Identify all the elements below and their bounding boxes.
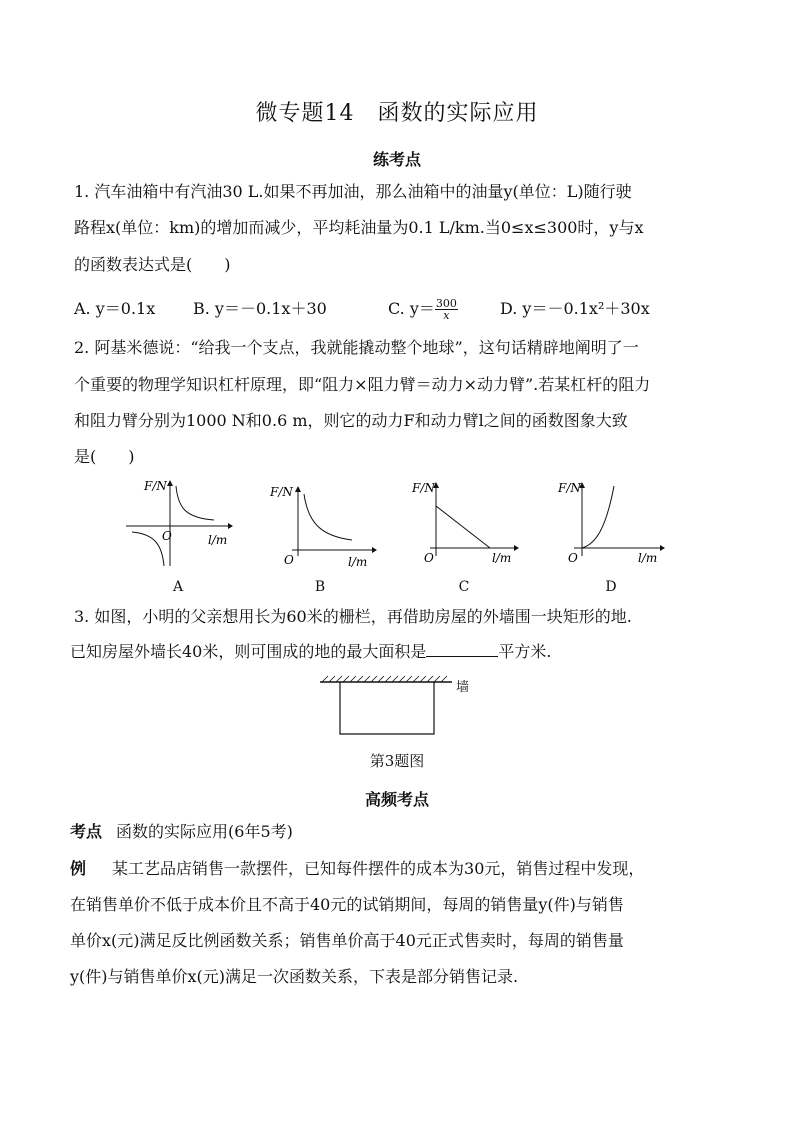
q2-line-1: 2. 阿基米德说：“给我一个支点，我就能撬动整个地球”，这句话精辟地阐明了一 (74, 338, 639, 357)
q1-line-3: 的函数表达式是( ) (74, 255, 231, 274)
q1-option-b: B. y＝－0.1x＋30 (193, 299, 327, 318)
graph-a-x-label: l/m (208, 533, 228, 547)
topic-text: 函数的实际应用(6年5考) (116, 822, 293, 841)
q1-option-d: D. y＝－0.1x²＋30x (500, 299, 650, 318)
graph-d-y-label: F/N (558, 481, 581, 495)
q1-option-c-fraction (435, 298, 458, 321)
q3-line-1: 3. 如图，小明的父亲想用长为60米的栅栏，再借助房屋的外墙围一块矩形的地. (74, 607, 632, 626)
example-line-4: y(件)与销售单价x(元)满足一次函数关系，下表是部分销售记录. (70, 967, 519, 986)
example-line-1 (70, 859, 720, 879)
graph-a-origin: O (162, 529, 172, 543)
graph-a (124, 478, 234, 568)
fraction-numerator: 300 (435, 297, 457, 310)
graph-c-y-label: F/N (412, 481, 435, 495)
topic-line (70, 822, 720, 842)
q2-line-3: 和阻力臂分别为1000 N和0.6 m，则它的动力F和动力臂l之间的函数图象大致 (74, 411, 628, 430)
graph-b-label: B (314, 579, 326, 595)
q1-line-1: 1. 汽车油箱中有汽油30 L.如果不再加油，那么油箱中的油量y(单位：L)随行驶 (74, 182, 632, 201)
q1-option-c (388, 296, 458, 321)
section-heading-frequent: 高频考点 (364, 790, 429, 809)
section-heading-practice: 练考点 (372, 150, 421, 169)
graph-d-label: D (605, 579, 617, 595)
graph-c-x-label: l/m (492, 551, 512, 565)
answer-blank (426, 642, 498, 657)
q3-line-2-prefix: 已知房屋外墙长40米，则可围成的地的最大面积是 (70, 642, 427, 661)
graph-a-label: A (172, 579, 184, 595)
graph-d (556, 478, 666, 568)
q2-line-4: 是( ) (74, 447, 135, 466)
q1-option-c-prefix: C. y＝ (388, 299, 435, 318)
fraction-denominator: x (443, 309, 450, 322)
example-line-1-text: 某工艺品店销售一款摆件，已知每件摆件的成本为30元，销售过程中发现， (112, 859, 645, 878)
graph-d-origin: O (568, 551, 578, 565)
example-label: 例 (70, 859, 87, 878)
q3-line-2-suffix: 平方米. (498, 642, 552, 661)
graph-b-origin: O (284, 553, 294, 567)
q1-option-a: A. y＝0.1x (74, 299, 156, 318)
graph-c-origin: O (424, 551, 434, 565)
topic-label: 考点 (70, 822, 103, 841)
figure-caption: 第3题图 (369, 752, 425, 770)
q1-line-2: 路程x(单位：km)的增加而减少，平均耗油量为0.1 L/km.当0≤x≤300时，y与x (74, 218, 644, 237)
q2-line-2: 个重要的物理学知识杠杆原理，即“阻力×阻力臂＝动力×动力臂”.若某杠杆的阻力 (74, 375, 651, 394)
wall-label: 墙 (456, 680, 470, 695)
graph-b-x-label: l/m (348, 555, 368, 569)
page-title: 微专题14 函数的实际应用 (255, 101, 539, 126)
graph-b (268, 482, 378, 572)
graph-d-x-label: l/m (638, 551, 658, 565)
graph-b-y-label: F/N (270, 485, 293, 499)
graph-c-label: C (458, 579, 470, 595)
example-line-2: 在销售单价不低于成本价且不高于40元的试销期间，每周的销售量y(件)与销售 (70, 895, 624, 914)
fence-figure (320, 674, 460, 740)
q3-line-2 (70, 642, 720, 662)
graph-a-y-label: F/N (144, 479, 167, 493)
graph-c (410, 478, 520, 568)
example-line-3: 单价x(元)满足反比例函数关系；销售单价高于40元正式售卖时，每周的销售量 (70, 931, 624, 950)
